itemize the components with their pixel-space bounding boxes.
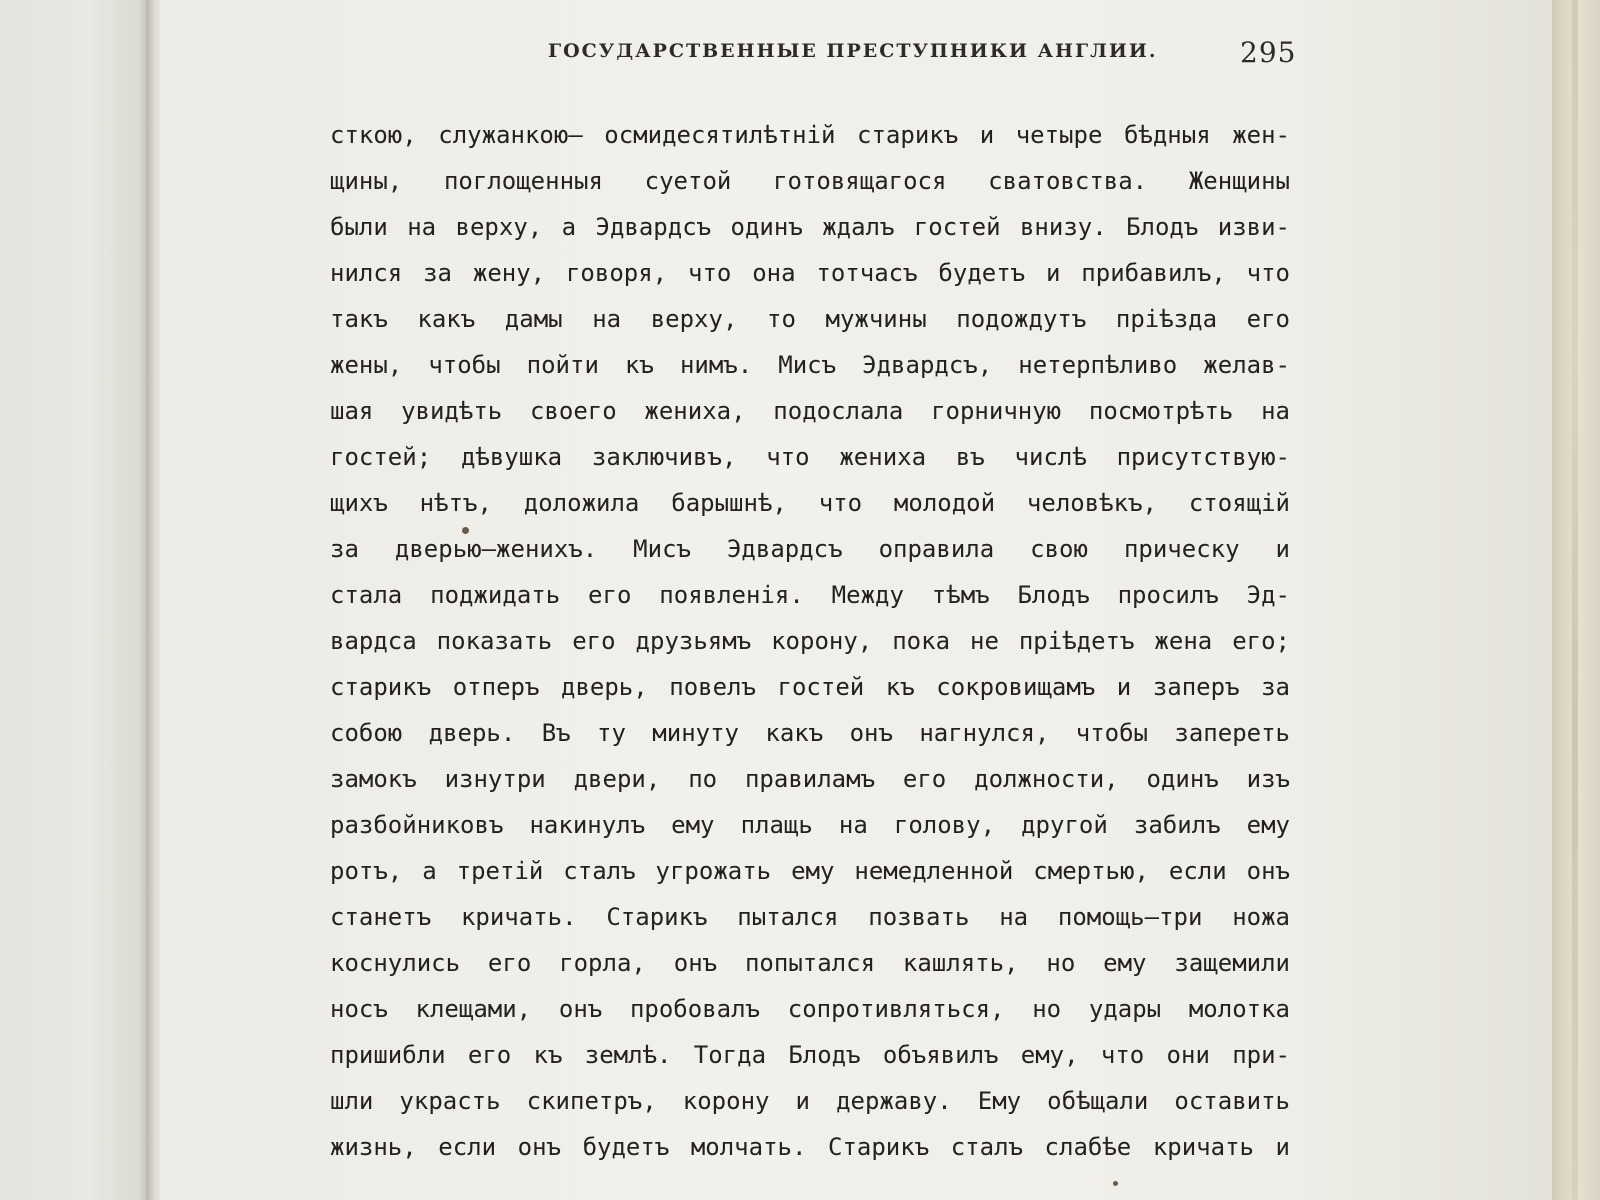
- text-line: нился за жену, говоря, что она тотчасъ будетъ и прибавилъ, что: [330, 259, 1290, 287]
- text-line: вардса показать его друзьямъ корону, пока не пріѣдетъ жена его;: [330, 627, 1290, 655]
- text-line: щины, поглощенныя суетой готовящагося сватовства. Женщины: [330, 167, 1290, 195]
- running-title: ГОСУДАРСТВЕННЫЕ ПРЕСТУПНИКИ АНГЛИИ.: [548, 40, 1158, 62]
- body-text: [330, 112, 1290, 1170]
- text-line: за дверью—женихъ. Мисъ Эдвардсъ оправила свою прическу и: [330, 535, 1290, 563]
- left-page: [0, 0, 150, 1200]
- text-line: замокъ изнутри двери, по правиламъ его должности, одинъ изъ: [330, 765, 1290, 793]
- text-line: стала поджидать его появленія. Между тѣмъ Блодъ просилъ Эд-: [330, 581, 1290, 609]
- text-line: разбойниковъ накинулъ ему плащь на голову, другой забилъ ему: [330, 811, 1290, 839]
- text-line: шая увидѣть своего жениха, подослала горничную посмотрѣть на: [330, 397, 1290, 425]
- text-line: ротъ, а третій сталъ угрожать ему немедленной смертью, если онъ: [330, 857, 1290, 885]
- text-line: жизнь, если онъ будетъ молчать. Старикъ сталъ слабѣе кричать и: [330, 1133, 1290, 1161]
- ink-spot: [1113, 1181, 1118, 1186]
- text-line: жены, чтобы пойти къ нимъ. Мисъ Эдвардсъ, нетерпѣливо желав-: [330, 351, 1290, 379]
- text-line: гостей; дѣвушка заключивъ, что жениха въ числѣ присутствую-: [330, 443, 1290, 471]
- text-line: сткою, служанкою— осмидесятилѣтній старикъ и четыре бѣдныя жен-: [330, 121, 1290, 149]
- text-line: шли украсть скипетръ, корону и державу. Ему обѣщали оставить: [330, 1087, 1290, 1115]
- text-line: носъ клещами, онъ пробовалъ сопротивляться, но удары молотка: [330, 995, 1290, 1023]
- page-edge-strip: [1572, 0, 1578, 1200]
- page-number: 295: [1240, 36, 1297, 69]
- text-line: собою дверь. Въ ту минуту какъ онъ нагнулся, чтобы запереть: [330, 719, 1290, 747]
- text-line: старикъ отперъ дверь, повелъ гостей къ сокровищамъ и заперъ за: [330, 673, 1290, 701]
- text-line: щихъ нѣтъ, доложила барышнѣ, что молодой человѣкъ, стоящій: [330, 489, 1290, 517]
- text-line: пришибли его къ землѣ. Тогда Блодъ объявилъ ему, что они при-: [330, 1041, 1290, 1069]
- text-line: были на верху, а Эдвардсъ одинъ ждалъ гостей внизу. Блодъ изви-: [330, 213, 1290, 241]
- text-line: коснулись его горла, онъ попытался кашлять, но ему защемили: [330, 949, 1290, 977]
- text-line: такъ какъ дамы на верху, то мужчины подождутъ пріѣзда его: [330, 305, 1290, 333]
- text-line: станетъ кричать. Старикъ пытался позвать на помощь—три ножа: [330, 903, 1290, 931]
